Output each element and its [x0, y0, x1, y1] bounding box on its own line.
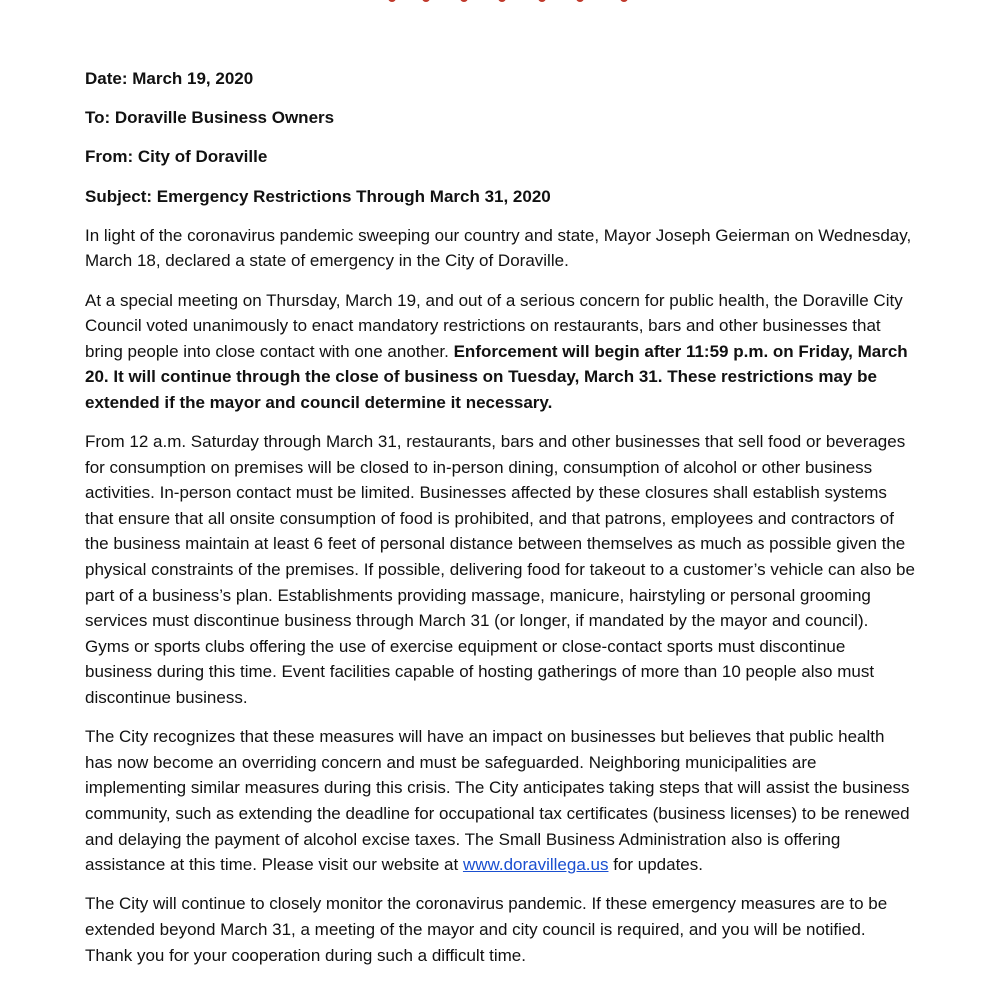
website-link[interactable]: www.doravillega.us [462, 855, 609, 875]
paragraph-closing: The City will continue to closely monitor the coronavirus pandemic. If these emergency measures are to be extended beyond March 31, a meeting of the mayor and city council is required, and you will be notified. Thank you for your cooperation during such a difficult time. [85, 894, 888, 965]
memo-to: To: Doraville Business Owners [85, 108, 335, 128]
paragraph-council-vote [85, 288, 915, 416]
paragraph-assistance [85, 724, 915, 878]
memo-from: From: City of Doraville [85, 147, 268, 167]
paragraph-closures: From 12 a.m. Saturday through March 31, restaurants, bars and other businesses that sell food or beverages for consumption on premises will be closed to in-person dining, consumption of alcohol or other business activities. In-person contact must be limited. Businesses affected by these closures shall establish systems that ensure that all onsite consumption of food is prohibited, and that patrons, employees and contractors of the business maintain at least 6 feet of personal distance between themselves as much as possible given the physical constraints of the premises. If possible, delivering food for takeout to a customer’s vehicle can also be part of a business’s plan. Establishments providing massage, manicure, hairstyling or personal grooming services must discontinue business through March 31 (or longer, if mandated by the mayor and council). Gyms or sports clubs offering the use of exercise equipment or close-contact sports must discontinue business during this time. Event facilities capable of hosting gatherings of more than 10 people also must discontinue business. [85, 432, 915, 708]
enforcement-notice: Enforcement will begin after 11:59 p.m. on Friday, March 20. It will continue through the close of business on Tuesday, March 31. These restrictions may be extended if the mayor and council determine it necessary. [85, 341, 908, 412]
memo-date: Date: March 19, 2020 [85, 69, 254, 88]
memo-content [85, 66, 915, 982]
assistance-text-end: for updates. [608, 855, 703, 875]
paragraph-emergency-declaration: In light of the coronavirus pandemic sweeping our country and state, Mayor Joseph Geierman on Wednesday, March 18, declared a state of emergency in the City of Doraville. [85, 225, 912, 271]
council-vote-text: At a special meeting on Thursday, March 19, and out of a serious concern for public health, the Doraville City Council voted unanimously to enact mandatory restrictions on restaurants, bars and other businesses that bring people into close contact with one another. [85, 290, 903, 361]
assistance-text: The City recognizes that these measures will have an impact on businesses but believes that public health has now become an overriding concern and must be safeguarded. Neighboring municipalities are implementing similar measures during this crisis. The City anticipates taking steps that will assist the business community, such as extending the deadline for occupational tax certificates (business licenses) to be renewed and delaying the payment of alcohol excise taxes. The Small Business Administration also is offering assistance at this time. Please visit our website at [85, 727, 910, 875]
memo-subject: Subject: Emergency Restrictions Through March 31, 2020 [85, 186, 551, 206]
letterhead-fragment [388, 0, 628, 6]
